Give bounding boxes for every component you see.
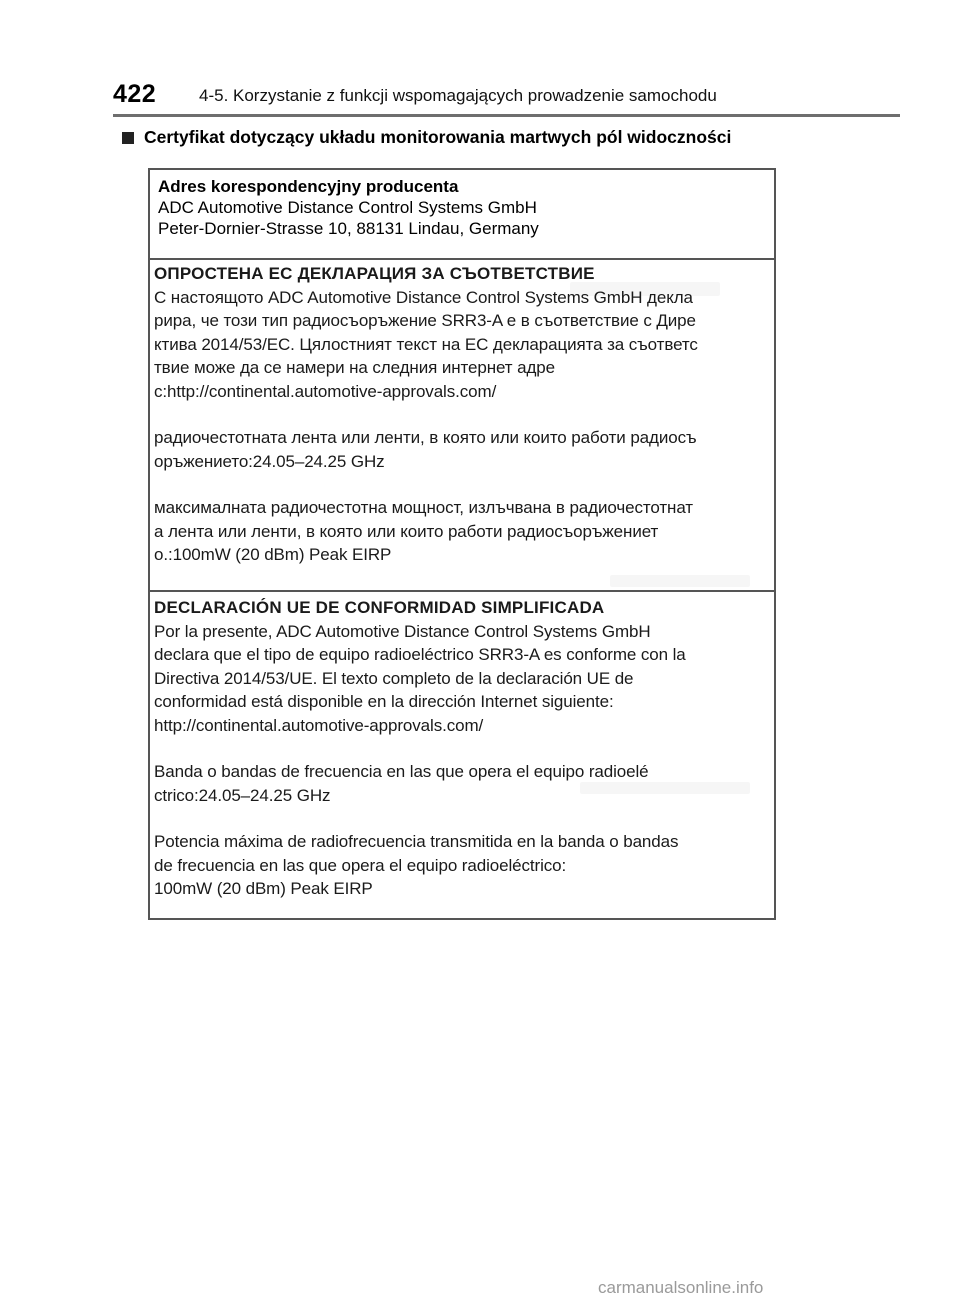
chapter-title: 4-5. Korzystanie z funkcji wspomagających prowadzenie samochodu [199,86,717,105]
address-line: Peter-Dornier-Strasse 10, 88131 Lindau, Germany [158,219,539,238]
max-power-line: а лента или ленти, в която или които работи радиосъоръжениет [154,521,659,541]
declaration-line: рира, че този тип радиосъоръжение SRR3-A е в съответствие с Дире [154,311,696,330]
section-divider [150,590,774,592]
frequency-band-line: Banda o bandas de frecuencia en las que opera el equipo radioelé [154,762,649,781]
address-line: ADC Automotive Distance Control Systems GmbH [158,198,537,217]
declaration-line: Por la presente, ADC Automotive Distance Control Systems GmbH [154,621,651,641]
section-heading [122,127,731,148]
page-number: 422 [113,80,157,108]
frequency-band-line: радиочестотната лента или ленти, в която или които работи радиосъ [154,428,697,447]
declaration-url: http://continental.automotive-approvals.com/ [154,715,484,735]
section-divider [150,258,774,260]
site-watermark: carmanualsonline.info [598,1278,764,1297]
scan-artifact [610,575,750,587]
max-power-line: 100mW (20 dBm) Peak EIRP [154,879,373,898]
max-power-line: о.:100mW (20 dBm) Peak EIRP [154,545,392,564]
page-header [113,78,900,120]
address-title: Adres korespondencyjny producenta [158,177,459,196]
bulgarian-declaration [154,262,778,567]
max-power-line: de frecuencia en las que opera el equipo radioeléctrico: [154,855,567,875]
declaration-line: твие може да се намери на следния интернет адре [154,358,555,377]
header-rule [113,114,900,117]
section-heading-text: Certyfikat dotyczący układu monitorowania martwych pól widoczności [144,127,732,147]
square-bullet-icon [122,132,134,144]
frequency-band-line: оръжението:24.05–24.25 GHz [154,451,385,471]
frequency-band-line: ctrico:24.05–24.25 GHz [154,785,331,805]
declaration-line: declara que el tipo de equipo radioeléctrico SRR3-A es conforme con la [154,645,686,664]
declaration-url: с:http://continental.automotive-approvals.com/ [154,381,497,401]
spanish-declaration [154,596,778,901]
declaration-line: conformidad está disponible en la dirección Internet siguiente: [154,692,614,711]
max-power-line: максималната радиочестотна мощност, излъчвана в радиочестотнат [154,498,693,517]
declaration-title: DECLARACIÓN UE DE CONFORMIDAD SIMPLIFICADA [154,598,605,617]
declaration-line: Directiva 2014/53/UE. El texto completo de la declaración UE de [154,668,634,688]
declaration-title: ОПРОСТЕНА ЕС ДЕКЛАРАЦИЯ ЗА СЪОТВЕТСТВИЕ [154,264,595,283]
max-power-line: Potencia máxima de radiofrecuencia transmitida en la banda o bandas [154,832,679,851]
declaration-line: ктива 2014/53/ЕС. Цялостният текст на ЕС декларацията за съответс [154,334,698,354]
manufacturer-address [158,176,539,239]
declaration-line: С настоящото ADC Automotive Distance Control Systems GmbH декла [154,287,693,307]
certificate-box [148,168,776,920]
